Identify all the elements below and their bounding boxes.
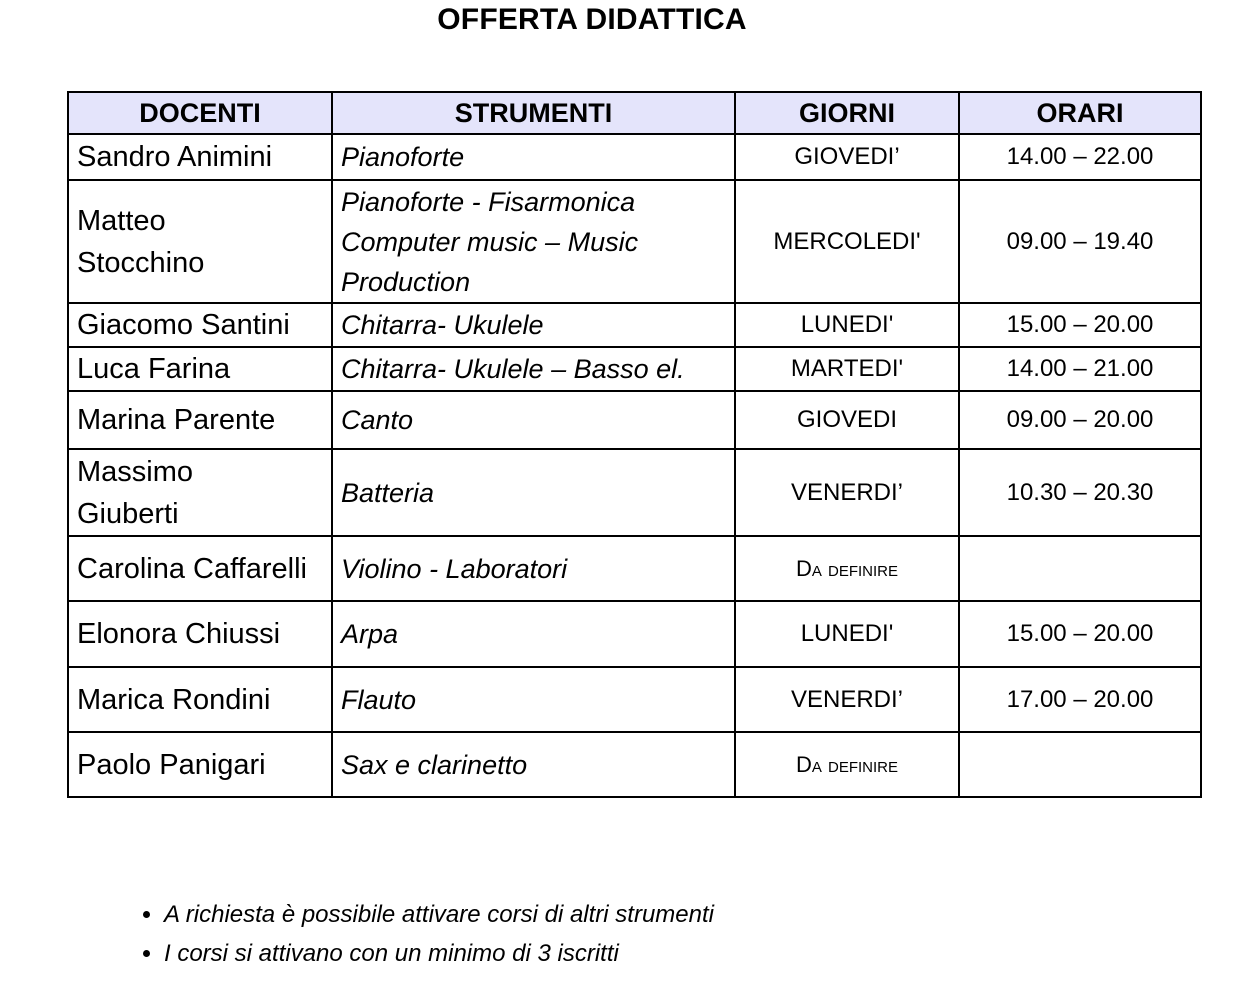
table-row [68, 449, 1201, 536]
cell-orario: 15.00 – 20.00 [959, 601, 1201, 667]
table-row [68, 391, 1201, 449]
note-item: • A richiesta è possibile attivare corsi di altri strumenti [164, 895, 714, 934]
cell-giorno: LUNEDI' [735, 303, 959, 347]
cell-giorno: VENERDI’ [735, 667, 959, 732]
giorno-da-definire: Da definire [795, 751, 898, 777]
cell-orario: 10.30 – 20.30 [959, 449, 1201, 536]
table-header-row [68, 92, 1201, 134]
table-row [68, 732, 1201, 797]
page-title: OFFERTA DIDATTICA [437, 3, 747, 36]
cell-strumento: Batteria [332, 449, 735, 536]
cell-docente: Carolina Caffarelli [68, 536, 332, 601]
table-row [68, 134, 1201, 180]
cell-giorno [735, 732, 959, 797]
giorno-da-definire: Da definire [795, 555, 898, 581]
cell-strumento: Violino - Laboratori [332, 536, 735, 601]
notes-list [124, 895, 714, 973]
cell-orario: 09.00 – 19.40 [959, 180, 1201, 303]
teachers-table [67, 91, 1202, 798]
cell-orario: 14.00 – 22.00 [959, 134, 1201, 180]
table-row [68, 601, 1201, 667]
header-giorni: GIORNI [735, 92, 959, 134]
cell-docente: Elonora Chiussi [68, 601, 332, 667]
cell-giorno: LUNEDI' [735, 601, 959, 667]
cell-orario: 09.00 – 20.00 [959, 391, 1201, 449]
table-row [68, 667, 1201, 732]
cell-docente: Massimo Giuberti [68, 449, 332, 536]
cell-orario: 14.00 – 21.00 [959, 347, 1201, 391]
cell-strumento: Chitarra- Ukulele [332, 303, 735, 347]
table-row [68, 180, 1201, 303]
cell-orario: 15.00 – 20.00 [959, 303, 1201, 347]
cell-orario [959, 732, 1201, 797]
cell-strumento: Canto [332, 391, 735, 449]
cell-giorno [735, 536, 959, 601]
cell-giorno: VENERDI’ [735, 449, 959, 536]
cell-docente: Matteo Stocchino [68, 180, 332, 303]
cell-strumento: Chitarra- Ukulele – Basso el. [332, 347, 735, 391]
table-row [68, 347, 1201, 391]
cell-giorno: MARTEDI' [735, 347, 959, 391]
cell-strumento: Sax e clarinetto [332, 732, 735, 797]
cell-strumento: Pianoforte [332, 134, 735, 180]
table-row [68, 536, 1201, 601]
cell-orario [959, 536, 1201, 601]
cell-docente: Sandro Animini [68, 134, 332, 180]
table-row [68, 303, 1201, 347]
cell-orario: 17.00 – 20.00 [959, 667, 1201, 732]
cell-docente: Marica Rondini [68, 667, 332, 732]
cell-strumento: Pianoforte - Fisarmonica Computer music – Music Production [332, 180, 735, 303]
cell-docente: Luca Farina [68, 347, 332, 391]
cell-strumento: Arpa [332, 601, 735, 667]
cell-docente: Paolo Panigari [68, 732, 332, 797]
cell-giorno: GIOVEDI [735, 391, 959, 449]
cell-strumento: Flauto [332, 667, 735, 732]
cell-docente: Giacomo Santini [68, 303, 332, 347]
header-docenti: DOCENTI [68, 92, 332, 134]
cell-giorno: MERCOLEDI' [735, 180, 959, 303]
header-strumenti: STRUMENTI [332, 92, 735, 134]
header-orari: ORARI [959, 92, 1201, 134]
cell-docente: Marina Parente [68, 391, 332, 449]
cell-giorno: GIOVEDI’ [735, 134, 959, 180]
note-item: • I corsi si attivano con un minimo di 3 iscritti [164, 934, 714, 973]
